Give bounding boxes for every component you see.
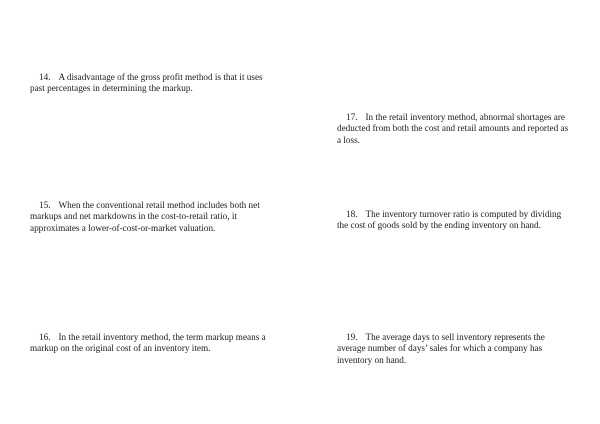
question-number: 19. [346,332,358,342]
question-text: When the conventional retail method includes both net markups and net markdowns in the cost-to-retail ratio, it approximates a lower-of-cost-or-market valuation. [30,200,260,233]
question-number: 14. [39,72,51,82]
question-text: The inventory turnover ratio is computed by dividing the cost of goods sold by the ending inventory on hand. [337,209,562,231]
question-16 [30,332,270,355]
question-14 [30,72,270,95]
question-number: 15. [39,200,51,210]
question-18 [337,209,569,232]
question-15 [30,200,272,234]
question-text: In the retail inventory method, the term markup means a markup on the original cost of an inventory item. [30,332,266,354]
question-17 [337,112,569,146]
question-number: 17. [346,112,358,122]
question-number: 16. [39,332,51,342]
question-number: 18. [346,209,358,219]
question-19 [337,332,557,366]
question-text: A disadvantage of the gross profit method is that it uses past percentages in determining the markup. [30,72,263,94]
question-text: The average days to sell inventory represents the average number of days’ sales for which a company has inventory on hand. [337,332,545,365]
question-text: In the retail inventory method, abnormal shortages are deducted from both the cost and retail amounts and reported as a loss. [337,112,569,145]
